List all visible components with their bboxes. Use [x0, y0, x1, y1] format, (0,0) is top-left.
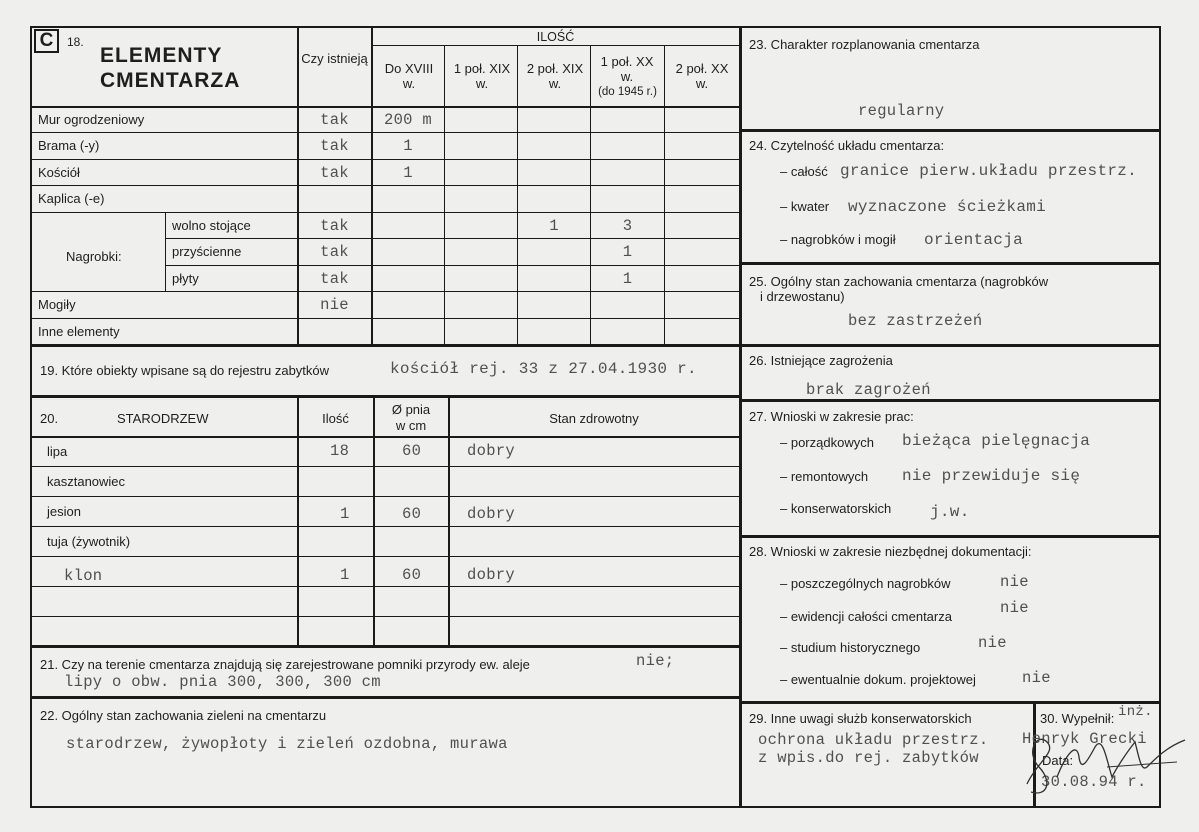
section-title-line1: ELEMENTY: [100, 44, 223, 67]
q30-title: inż.: [1118, 704, 1153, 720]
grid-line: [165, 212, 166, 291]
grid-line: [31, 586, 739, 587]
tree-name: tuja (żywotnik): [47, 534, 131, 549]
q24-item-answer: orientacja: [924, 231, 1024, 249]
grid-line: [31, 436, 739, 438]
tree-count: 1: [340, 566, 350, 584]
quantity-value: 200 m: [383, 111, 432, 129]
tree-state: dobry: [467, 442, 516, 460]
exists-value: tak: [320, 111, 349, 129]
q27-label: 27. Wnioski w zakresie prac:: [749, 409, 914, 424]
quantity-value: 1: [403, 137, 413, 155]
grid-line: [31, 556, 739, 557]
starodrzew-number: 20.: [40, 411, 59, 426]
q27-item-answer: j.w.: [930, 503, 970, 521]
tree-diameter: 60: [402, 505, 422, 523]
section-number: 18.: [67, 35, 84, 49]
q26-answer: brak zagrożeń: [806, 381, 931, 399]
grid-line: [165, 238, 739, 239]
q21-answer-detail: lipy o obw. pnia 300, 300, 300 cm: [64, 673, 381, 691]
grid-line: [444, 46, 445, 345]
exists-value: tak: [320, 243, 349, 261]
q23-label: 23. Charakter rozplanowania cmentarza: [749, 37, 980, 52]
col-health-state: Stan zdrowotny: [549, 411, 639, 426]
q29-label: 29. Inne uwagi służb konserwatorskich: [749, 711, 972, 726]
quantity-value: 1: [549, 217, 559, 235]
col-tree-count: Ilość: [322, 411, 349, 426]
tree-name: lipa: [47, 444, 68, 459]
q24-item-label: – całość: [780, 164, 828, 179]
col-period-4-sub: (do 1945 r.): [598, 86, 657, 98]
row-label: płyty: [172, 271, 199, 286]
q27-item-answer: nie przewiduje się: [902, 467, 1081, 485]
q28-item-answer: nie: [1022, 669, 1051, 687]
row-label: Mogiły: [38, 297, 76, 312]
q30-label: 30. Wypełnił:: [1040, 711, 1115, 726]
exists-value: tak: [320, 137, 349, 155]
col-period-1: Do XVIII w.: [384, 61, 434, 91]
grid-line: [448, 397, 450, 646]
q27-item-answer: bieżąca pielęgnacja: [902, 432, 1091, 450]
q21-label: 21. Czy na terenie cmentarza znajdują się zarejestrowane pomniki przyrody ew. aleje: [40, 657, 530, 672]
row-label: Brama (-y): [38, 138, 100, 153]
q28-item-answer: nie: [1000, 573, 1029, 591]
q28-item-label: – poszczególnych nagrobków: [780, 576, 951, 591]
q27-item-label: – konserwatorskich: [780, 501, 892, 516]
grid-line: [31, 496, 739, 497]
q27-item-label: – remontowych: [780, 469, 869, 484]
starodrzew-title: STARODRZEW: [117, 411, 209, 426]
grid-line: [31, 132, 739, 133]
col-ilosc: ILOŚĆ: [536, 30, 575, 44]
grid-line: [31, 291, 739, 292]
q28-item-label: – ewidencji całości cmentarza: [780, 609, 952, 624]
grid-line: [31, 212, 739, 213]
grid-line: [31, 466, 739, 467]
tree-name: kasztanowiec: [47, 474, 126, 489]
row-label: przyścienne: [172, 244, 242, 259]
q25-label: 25. Ogólny stan zachowania cmentarza (nagrobków: [749, 274, 1049, 289]
signature: [1017, 722, 1197, 802]
q22-answer: starodrzew, żywopłoty i zieleń ozdobna, murawa: [66, 735, 508, 753]
tree-count: 1: [340, 505, 350, 523]
q23-answer: regularny: [858, 102, 945, 120]
tree-diameter: 60: [402, 442, 422, 460]
q21-answer: nie;: [636, 652, 675, 670]
q29-answer: ochrona układu przestrz.: [758, 731, 989, 749]
col-period-2: 1 poł. XIX w.: [453, 61, 511, 91]
exists-value: nie: [320, 296, 349, 314]
row-label: Inne elementy: [38, 324, 120, 339]
grid-line: [31, 616, 739, 617]
col-period-3: 2 poł. XIX w.: [526, 61, 584, 91]
tree-diameter: 60: [402, 566, 422, 584]
quantity-value: 1: [622, 243, 633, 261]
quantity-value: 1: [622, 270, 633, 288]
grid-line: [373, 397, 375, 646]
tree-state: dobry: [467, 505, 516, 523]
grid-line: [297, 397, 299, 646]
q30-name: Henryk Grecki: [1022, 730, 1147, 748]
tree-name: jesion: [47, 504, 81, 519]
q26-label: 26. Istniejące zagrożenia: [749, 353, 893, 368]
q19-label: 19. Które obiekty wpisane są do rejestru zabytków: [40, 363, 330, 378]
exists-value: tak: [320, 270, 349, 288]
tree-name: klon: [64, 567, 103, 585]
q24-item-label: – nagrobków i mogił: [780, 232, 896, 247]
col-czy-istnieja: Czy istnieją: [301, 51, 368, 66]
exists-value: tak: [320, 217, 349, 235]
quantity-value: 3: [622, 217, 633, 235]
row-label: Mur ogrodzeniowy: [38, 112, 145, 127]
grid-line: [31, 106, 739, 108]
row-label: Kościół: [38, 165, 80, 180]
row-label: Kaplica (-e): [38, 191, 105, 206]
grid-line: [31, 526, 739, 527]
col-trunk-diameter-1: Ø pnia: [391, 402, 431, 417]
grid-line: [517, 46, 518, 345]
col-period-4: 1 poł. XX w.: [600, 54, 654, 84]
q24-item-answer: granice pierw.układu przestrz.: [840, 162, 1138, 180]
col-period-5: 2 poł. XX w.: [675, 61, 729, 91]
grid-line: [31, 159, 739, 160]
q24-item-label: – kwater: [780, 199, 830, 214]
tree-state: dobry: [467, 566, 516, 584]
grid-line: [371, 27, 373, 345]
quantity-value: 1: [403, 164, 413, 182]
section-letter: C: [39, 30, 54, 51]
q30-date-label: Data:: [1042, 753, 1074, 768]
q28-item-answer: nie: [978, 634, 1007, 652]
grid-line: [664, 46, 665, 345]
q28-item-answer: nie: [1000, 599, 1029, 617]
grid-line: [165, 265, 739, 266]
exists-value: tak: [320, 164, 349, 182]
q28-label: 28. Wnioski w zakresie niezbędnej dokumentacji:: [749, 544, 1032, 559]
grid-line: [372, 45, 739, 46]
q28-item-label: – ewentualnie dokum. projektowej: [780, 672, 976, 687]
q25-label-cont: i drzewostanu): [760, 289, 845, 304]
grid-line: [31, 185, 739, 186]
nagrobki-label: Nagrobki:: [66, 249, 122, 264]
q24-item-answer: wyznaczone ścieżkami: [848, 198, 1047, 216]
q27-item-label: – porządkowych: [780, 435, 874, 450]
col-trunk-diameter-2: w cm: [395, 418, 427, 433]
q25-answer: bez zastrzeżeń: [848, 312, 983, 330]
tree-count: 18: [330, 442, 350, 460]
q28-item-label: – studium historycznego: [780, 640, 921, 655]
row-label: wolno stojące: [172, 218, 251, 233]
q19-answer: kościół rej. 33 z 27.04.1930 r.: [390, 360, 697, 378]
q24-label: 24. Czytelność układu cmentarza:: [749, 138, 945, 153]
grid-line: [31, 318, 739, 319]
q29-answer-cont: z wpis.do rej. zabytków: [758, 749, 979, 767]
q22-label: 22. Ogólny stan zachowania zieleni na cmentarzu: [40, 708, 327, 723]
q30-date: 30.08.94 r.: [1041, 773, 1147, 791]
section-title-line2: CMENTARZA: [100, 69, 241, 92]
